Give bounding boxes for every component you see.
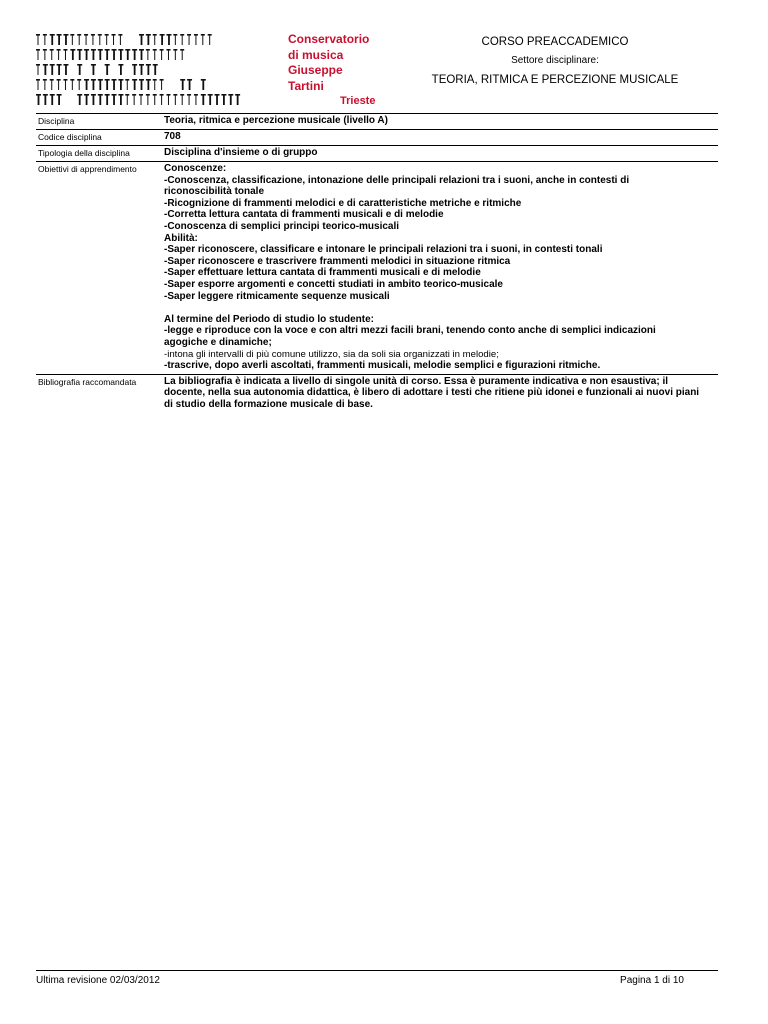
- row-label: Codice disciplina: [38, 132, 102, 142]
- logo-bar-stem: [51, 34, 53, 45]
- row-label: Obiettivi di apprendimento: [38, 164, 137, 174]
- logo-bar-stem: [147, 49, 148, 60]
- logo-bar-stem: [38, 49, 39, 60]
- logo-bar-stem: [134, 94, 135, 105]
- logo-bar-stem: [182, 79, 184, 90]
- logo-bar-stem: [147, 64, 149, 75]
- logo-bar-stem: [189, 94, 190, 105]
- logo-name-line: Conservatorio: [288, 32, 370, 46]
- logo-bar-stem: [93, 79, 95, 90]
- logo-bar-stem: [58, 64, 60, 75]
- logo-bar-stem: [86, 49, 88, 60]
- logo-bar-stem: [120, 64, 122, 75]
- value-line: Teoria, ritmica e percezione musicale (livello A): [164, 115, 388, 126]
- logo-city: Trieste: [340, 95, 376, 107]
- logo-bar-stem: [161, 79, 162, 90]
- logo-bar-stem: [65, 79, 66, 90]
- value-line: Abilità:: [164, 232, 198, 244]
- logo-bar-stem: [202, 79, 204, 90]
- value-line: -Saper riconoscere e trascrivere frammenti melodici in situazione ritmica: [164, 255, 511, 267]
- page-footer: [36, 970, 718, 986]
- row-value: [160, 375, 718, 413]
- logo-bar-stem: [44, 49, 45, 60]
- logo-bar-stem: [195, 34, 196, 45]
- logo-bar-stem: [106, 79, 108, 90]
- page-number: Pagina 1 di 10: [620, 975, 684, 986]
- logo-bar-stem: [147, 79, 149, 90]
- logo-bar-stem: [209, 94, 211, 105]
- logo-bar-stem: [189, 34, 190, 45]
- logo-bar-stem: [79, 94, 81, 105]
- logo-bar-stem: [58, 34, 60, 45]
- logo-bar-stem: [147, 34, 149, 45]
- logo-bar-stem: [230, 94, 232, 105]
- logo-bar-stem: [113, 94, 115, 105]
- revision-date: Ultima revisione 02/03/2012: [36, 975, 160, 986]
- logo-bar-stem: [154, 34, 155, 45]
- logo-bar-stem: [79, 79, 80, 90]
- logo-bar-stem: [202, 94, 204, 105]
- logo-bar-stem: [134, 49, 136, 60]
- logo-bar-stem: [141, 64, 143, 75]
- logo-bar-stem: [237, 94, 239, 105]
- logo-bar-stem: [86, 34, 87, 45]
- logo-bar-stem: [72, 49, 74, 60]
- logo-bar-stem: [106, 64, 108, 75]
- logo-bar-stem: [175, 94, 176, 105]
- conservatory-logo-pattern: [36, 33, 242, 108]
- logo-bar-stem: [175, 49, 176, 60]
- logo-bar-stem: [202, 34, 203, 45]
- value-line: -trascrive, dopo averli ascoltati, frammenti musicali, melodie semplici e figurazioni ritmiche.: [164, 360, 601, 372]
- logo-name-line: di musica: [288, 47, 344, 62]
- row-value: [160, 114, 718, 129]
- logo-bar-stem: [65, 49, 66, 60]
- logo-name-line: Giuseppe: [288, 63, 343, 77]
- logo-bar-stem: [38, 34, 39, 45]
- logo-bar-stem: [92, 34, 93, 45]
- row-label: Tipologia della disciplina: [38, 148, 130, 158]
- logo-bar-stem: [93, 64, 95, 75]
- logo-bar-stem: [44, 64, 46, 75]
- value-line: -Saper esporre argomenti e concetti studiati in ambito teorico-musicale: [164, 278, 503, 290]
- logo-bar-stem: [38, 79, 39, 90]
- logo-bar-stem: [195, 94, 196, 105]
- logo-bar-stem: [51, 94, 53, 105]
- value-line: La bibliografia è indicata a livello di singole unità di corso. Essa è puramente indicativa e non esaustiva; il: [164, 375, 669, 387]
- value-line: -Saper leggere ritmicamente sequenze musicali: [164, 290, 390, 302]
- logo-bar-stem: [99, 94, 101, 105]
- value-line: -Saper riconoscere, classificare e intonare le principali relazioni tra i suoni, in contesti tonali: [164, 244, 603, 256]
- logo-bar-stem: [120, 94, 122, 105]
- logo-bar-stem: [134, 64, 136, 75]
- value-line: -Saper effettuare lettura cantata di frammenti musicali e di melodie: [164, 267, 481, 279]
- logo-bar-stem: [175, 34, 176, 45]
- logo-bar-stem: [127, 79, 128, 90]
- logo-bar-stem: [38, 64, 39, 75]
- logo-bar-stem: [182, 94, 183, 105]
- logo-bar-stem: [65, 64, 67, 75]
- value-line: di studio della formazione musicale di base.: [164, 398, 373, 410]
- value-line: 708: [164, 131, 181, 142]
- logo-bar-stem: [72, 34, 73, 45]
- logo-bar-stem: [99, 34, 100, 45]
- logo-bar-stem: [79, 49, 81, 60]
- row-value: [160, 146, 718, 161]
- logo-bar-stem: [65, 34, 67, 45]
- logo-bar-stem: [86, 94, 88, 105]
- logo-bar-stem: [154, 79, 155, 90]
- logo-bar-stem: [44, 34, 45, 45]
- logo-bar-stem: [147, 94, 148, 105]
- table-row: [36, 114, 718, 130]
- logo-bar-stem: [161, 94, 162, 105]
- logo-bar-stem: [106, 49, 108, 60]
- logo-bar-stem: [113, 34, 114, 45]
- logo-bar-stem: [93, 94, 95, 105]
- conservatory-logo-name: [288, 32, 388, 94]
- value-line: Al termine del Periodo di studio lo studente:: [164, 313, 375, 325]
- logo-bar-stem: [154, 49, 155, 60]
- logo-bar-stem: [120, 49, 122, 60]
- value-line: -Conoscenza, classificazione, intonazione delle principali relazioni tra i suoni, anche in contesti di: [164, 174, 630, 186]
- value-line: Conoscenze:: [164, 163, 227, 174]
- logo-bar-stem: [79, 64, 81, 75]
- subject-title: TEORIA, RITMICA E PERCEZIONE MUSICALE: [431, 74, 679, 86]
- blank-line: [164, 302, 714, 314]
- logo-bar-stem: [161, 34, 163, 45]
- course-info-table: [36, 113, 718, 412]
- logo-bar-stem: [127, 94, 128, 105]
- logo-bar-stem: [209, 34, 210, 45]
- logo-bar-stem: [141, 34, 143, 45]
- value-line: docente, nella sua autonomia didattica, è libero di adottare i testi che ritiene più idonei e funzionali ai nuovi piani: [164, 387, 700, 399]
- logo-bar-stem: [223, 94, 225, 105]
- logo-bar-stem: [120, 79, 122, 90]
- logo-bar-stem: [168, 49, 169, 60]
- logo-bar-stem: [141, 79, 143, 90]
- table-row: [36, 146, 718, 162]
- table-row: [36, 130, 718, 146]
- value-line: -Conoscenza di semplici principi teorico-musicali: [164, 220, 400, 232]
- logo-bar-stem: [127, 49, 129, 60]
- table-row: [36, 162, 718, 375]
- logo-bar-stem: [120, 34, 121, 45]
- logo-bar-stem: [51, 64, 53, 75]
- logo-bar-stem: [182, 49, 183, 60]
- sector-label: Settore disciplinare:: [511, 55, 599, 66]
- logo-bar-stem: [168, 34, 170, 45]
- logo-bar-stem: [44, 79, 45, 90]
- value-line: -legge e riproduce con la voce e con altri mezzi facili brani, tenendo conto anche di semplici indicazioni: [164, 325, 656, 337]
- document-header: [420, 35, 690, 87]
- course-title: CORSO PREACCADEMICO: [481, 36, 629, 48]
- logo-bar-stem: [86, 79, 88, 90]
- logo-bar-stem: [216, 94, 218, 105]
- logo-bar-stem: [58, 79, 59, 90]
- logo-bar-stem: [93, 49, 95, 60]
- logo-bar-stem: [99, 49, 101, 60]
- logo-bar-stem: [58, 94, 60, 105]
- logo-bar-stem: [182, 34, 183, 45]
- value-line: -intona gli intervalli di più comune utilizzo, sia da soli sia organizzati in melodie;: [164, 348, 499, 360]
- logo-bar-stem: [141, 94, 142, 105]
- logo-bar-stem: [58, 49, 59, 60]
- logo-bar-stem: [161, 49, 162, 60]
- logo-bar-stem: [113, 49, 115, 60]
- logo-bar-stem: [168, 94, 169, 105]
- logo-bar-stem: [141, 49, 143, 60]
- value-line: agogiche e dinamiche;: [164, 336, 272, 348]
- logo-bar-stem: [154, 64, 156, 75]
- row-value: [160, 162, 718, 374]
- logo-bar-stem: [189, 79, 191, 90]
- table-row: [36, 375, 718, 413]
- logo-bar-stem: [79, 34, 80, 45]
- logo-bar-stem: [38, 94, 40, 105]
- value-line: -Ricognizione di frammenti melodici e di caratteristiche metriche e ritmiche: [164, 197, 522, 209]
- logo-bar-stem: [154, 94, 155, 105]
- value-line: Disciplina d'insieme o di gruppo: [164, 147, 318, 158]
- logo-bar-stem: [72, 79, 73, 90]
- logo-bar-stem: [99, 79, 101, 90]
- logo-bar-stem: [106, 94, 108, 105]
- row-label: Disciplina: [38, 116, 75, 126]
- value-line: riconoscibilità tonale: [164, 186, 265, 198]
- logo-bar-stem: [134, 79, 136, 90]
- logo-bar-stem: [44, 94, 46, 105]
- value-line: -Corretta lettura cantata di frammenti musicali e di melodie: [164, 209, 444, 221]
- logo-name-line: Tartini: [288, 78, 324, 93]
- row-label: Bibliografia raccomandata: [38, 376, 137, 387]
- logo-bar-stem: [113, 79, 115, 90]
- logo-bar-stem: [51, 79, 52, 90]
- row-value: [160, 130, 718, 145]
- logo-bar-stem: [51, 49, 52, 60]
- logo-bar-stem: [106, 34, 107, 45]
